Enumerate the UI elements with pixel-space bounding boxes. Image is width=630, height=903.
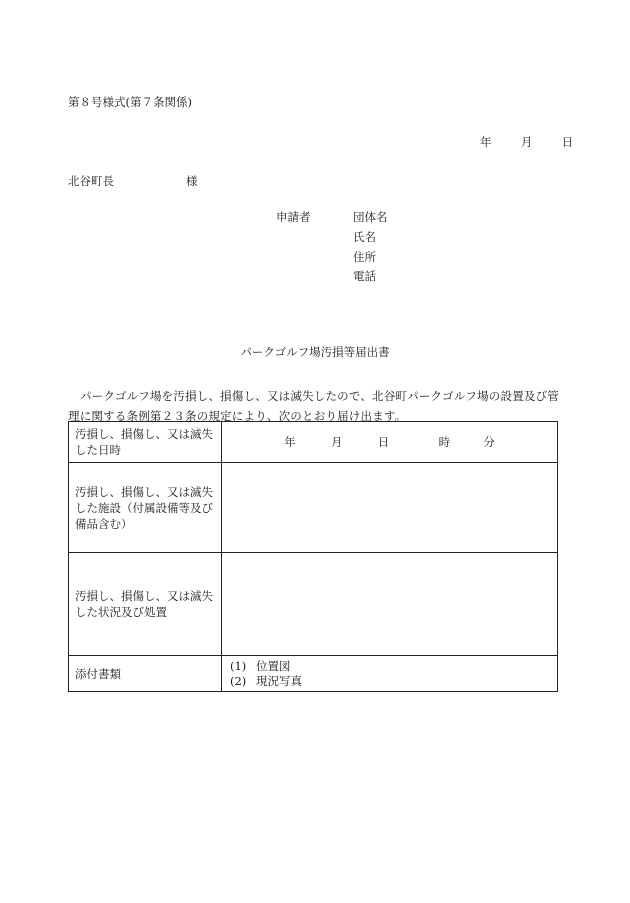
applicant-field-address: 住所: [353, 250, 376, 264]
addressee: [68, 174, 198, 188]
date-line: [480, 137, 573, 149]
attachment-item: [230, 659, 549, 674]
applicant-field-organization: 団体名: [353, 210, 388, 224]
datetime-units: [230, 434, 549, 450]
datetime-year-unit: 年: [284, 435, 296, 449]
attachment-text: 位置図: [256, 658, 291, 673]
applicant-field-phone: 電話: [353, 269, 376, 283]
date-day-unit: 日: [561, 135, 574, 149]
form-number: 第８号様式(第７条関係): [68, 95, 192, 109]
date-month-unit: 月: [520, 135, 533, 149]
attachments-label: 添付書類: [69, 656, 222, 692]
table-row-attachments: [69, 656, 558, 692]
datetime-minute-unit: 分: [483, 435, 495, 449]
document-body: パークゴルフ場を汚損し、損傷し、又は滅失したので、北谷町パークゴルフ場の設置及び管理に関する条例第２３条の規定により、次のとおり届け出ます。: [68, 389, 560, 423]
facility-label: 汚損し、損傷し、又は滅失した施設（付属設備等及び備品含む）: [69, 463, 222, 553]
datetime-value-cell[interactable]: [222, 422, 558, 463]
report-table: [68, 421, 558, 692]
date-year-unit: 年: [480, 135, 492, 149]
datetime-hour-unit: 時: [438, 435, 451, 449]
document-title: パークゴルフ場汚損等届出書: [240, 345, 390, 359]
attachment-number: (2): [230, 673, 247, 688]
datetime-label: 汚損し、損傷し、又は滅失した日時: [69, 422, 222, 463]
attachment-text: 現況写真: [256, 673, 302, 688]
datetime-day-unit: 日: [377, 435, 390, 449]
attachments-value-cell: [222, 656, 558, 692]
datetime-month-unit: 月: [330, 435, 343, 449]
applicant-label: 申請者: [276, 210, 311, 224]
attachment-number: (1): [230, 658, 247, 673]
situation-value-cell[interactable]: [222, 553, 558, 656]
table-row-datetime: [69, 422, 558, 463]
applicant-field-name: 氏名: [353, 230, 376, 244]
facility-value-cell[interactable]: [222, 463, 558, 553]
table-row-situation: [69, 553, 558, 656]
addressee-honorific: 様: [186, 174, 198, 188]
table-row-facility: [69, 463, 558, 553]
addressee-name: 北谷町長: [68, 174, 114, 188]
attachment-item: [230, 674, 549, 689]
situation-label: 汚損し、損傷し、又は滅失した状況及び処置: [69, 553, 222, 656]
